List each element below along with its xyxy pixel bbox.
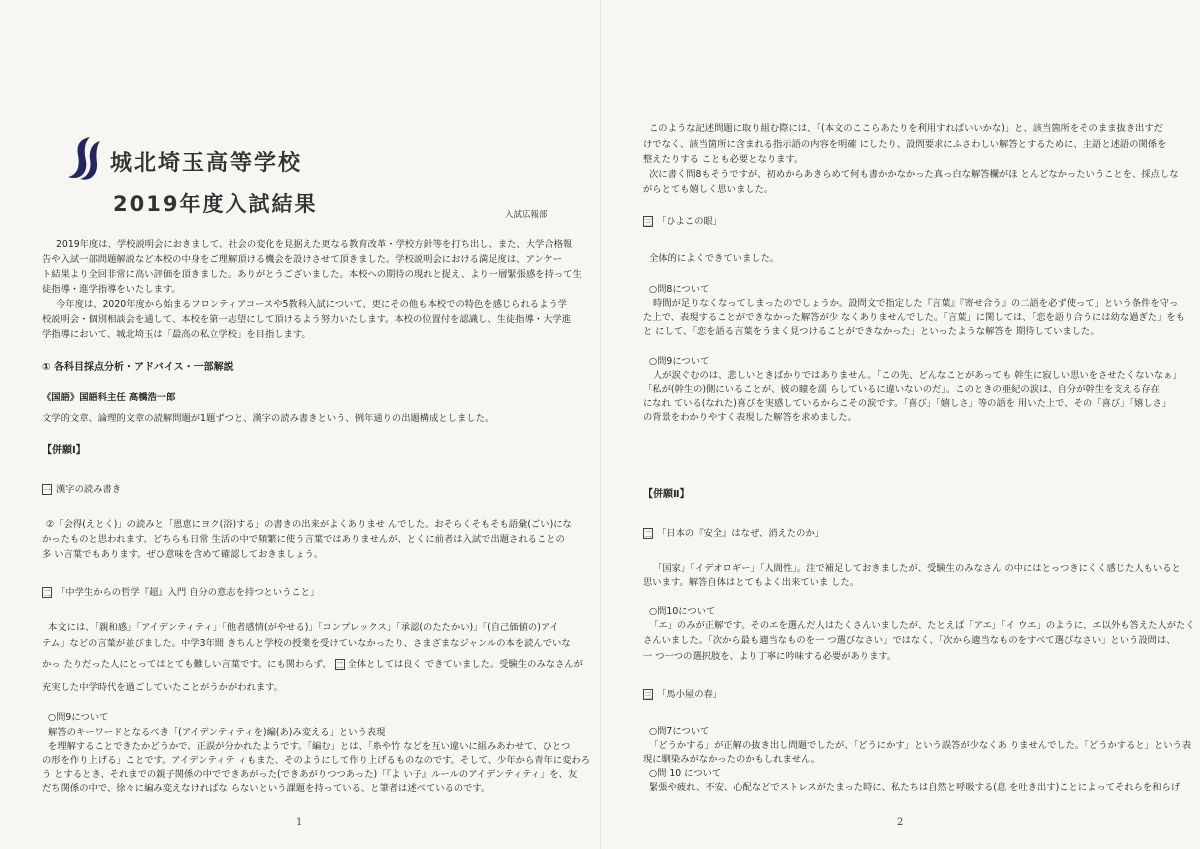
heisho-2-question-1-heading [643, 527, 824, 540]
q2-text-line: かっ たりだった人にとってはとても難しい言葉です。にも関わらず、 二 全体としては良く できていました。受験生のみなさんが [42, 659, 583, 670]
h2q1-subheading: ○問10について [649, 606, 716, 617]
q3-subheading: ○問8について [649, 284, 710, 295]
heisho-2-heading: 【併願Ⅱ】 [643, 489, 690, 500]
q3-text-line: 時間が足りなくなってしまったのでしょうか。設問文で指定した『言葉』『寄せ合う』の二語を必ず使って」という条件を守っ [653, 298, 1179, 309]
h2q2-subheading: ○問7について [649, 726, 710, 737]
question-2-heading [42, 586, 319, 599]
q2-text-line: テム」などの言葉が並びました。中学3年間 きちんと学校の授業を受けていなかったり、さまざまなジャンルの本を読んでいな [42, 638, 571, 649]
q1-text-line: 多 い言葉でもあります。ぜひ意味を含めて確認しておきましょう。 [42, 549, 324, 560]
school-logo [62, 135, 102, 183]
h2q2-text-line: 「どうかする」が正解の抜き出し問題でしたが、「どうにかす」という誤答が少なくあ りませんでした。「どうかすると」という表 [649, 740, 1192, 751]
q2-text-line: 解答のキーワードとなるべき「(アイデンティティを)編(あ)み変える」という表現 [48, 727, 386, 738]
p2-text-line: けでなく、該当箇所に含まれる指示語の内容を明確 にしたり、設問要求にふさわしい解答とするために、主語と述語の関係を [643, 139, 1167, 150]
question-1-title: 漢字の読み書き [56, 484, 122, 495]
q3-text-line: た上で、表現することができなかった解答が少 なくありませんでした。「言葉」に関しては、「恋を語り合うには幼な過ぎた」をも [643, 312, 1185, 323]
p2-text-line: 整えたりする ことも必要となります。 [643, 154, 804, 165]
h2q2-text-line: 現に馴染みがなかったのかもしれません。 [643, 754, 821, 765]
h2q1-text-line: 思います。解答自体はとてもよく出来ていま した。 [643, 577, 860, 588]
heisho-2-question-2-heading [643, 688, 722, 701]
page-right [600, 0, 1200, 849]
h2q2-text-line: 緊張や疲れ、不安、心配などでストレスがたまった時に、私たちは自然と呼吸する(息 を吐き出す)ことによってそれらを和らげ [649, 782, 1181, 793]
q2-text-line: だち関係の中で、徐々に編み変えなければな らないという課題を持っている、と筆者は述べているのです。 [42, 783, 491, 794]
q3-text-line: 人が涙ぐむのは、悲しいときばかりではありません。「この先、どんなことがあっても 幹生に寂しい思いをさせたくないなぁ」 [653, 370, 1182, 381]
q1-text-line: かったものと思われます。どちらも日常 生活の中で頻繁に使う言葉ではありませんが、とくに前者は入試で出題されることの [42, 534, 565, 545]
q1-text-line: ②「会得(えとく)」の読みと「恩恵にヨク(浴)する」の書きの出来がよくありませ んでした。おそらくそもそも語彙(ごい)にな [46, 519, 572, 530]
exam-title: 2019年度入試結果 [113, 192, 318, 216]
intro-line: 校説明会・個別相談会を通して、本校を第一志望にして頂けるよう努力いたします。本校の位置付を認識し、生徒指導・大学進 [42, 314, 571, 325]
school-name: 城北埼玉高等学校 [110, 151, 303, 176]
h2q1-text-line: さんいました。「次から最も適当なものを一 つ選びなさい」ではなく、「次から適当なものをすべて選びなさい」という設問は、 [643, 635, 1176, 646]
intro-line: 今年度は、2020年度から始まるフロンティアコースや5教科入試について、更にその他も本校での特色を感じられるよう学 [56, 299, 567, 310]
heisho-2-question-2-title: 「馬小屋の春」 [657, 689, 723, 700]
page-number: 1 [296, 817, 303, 828]
question-number-box: 一 [43, 486, 51, 495]
subject-description: 文学的文章、論理的文章の読解問題が1題ずつと、漢字の読み書きという、例年通りの出題構成としました。 [42, 413, 495, 424]
h2q2-subheading: ○問 10 について [649, 768, 722, 779]
h2q1-text-line: 「エ」のみが正解です。そのエを選んだ人はたくさんいましたが、たとえば「アエ」「イ ウエ」のように、エ以外も答えた人がたく [649, 620, 1195, 631]
q2-text-line: を理解することできたかどうかで、正誤が分かれたようです。「編む」とは、「糸や竹 などを互い違いに組みあわせて、ひとつ [48, 741, 571, 752]
h2q1-text-line: 一 つ一つの選択肢を、より丁寧に吟味する必要があります。 [643, 651, 897, 662]
question-number-box: 三 [644, 218, 652, 227]
question-1-heading [42, 483, 121, 496]
page-number: 2 [897, 817, 904, 828]
q3-subheading: ○問9について [649, 356, 710, 367]
question-number-box: 二 [43, 589, 51, 598]
q3-text-line: 「私が(幹生の)側にいることが、彼の瞳を濡 らしているに違いないのだ」。このときの亜紀の涙は、自分が幹生を支える存在 [643, 384, 1160, 395]
q2-text-line: の形を作り上げる」ことです。アイデンティテ ィもまた、そのようにして作り上げるものなのです。そして、少年から青年に変わろ [42, 755, 591, 766]
p2-text-line: 次に書く問8もそうですが、初めからあきらめて何も書かかなかった真っ白な解答欄がほ とんどなかったいうことを、採点しな [649, 169, 1179, 180]
q2-subheading: ○問9について [48, 712, 109, 723]
heisho-2-question-1-title: 「日本の『安全』はなぜ、消えたのか」 [657, 528, 825, 539]
p2-text-line: このような記述問題に取り組む際には、「(本文のここらあたりを利用すればいいかな)」と、該当箇所をそのまま抜き出すだ [649, 123, 1163, 134]
section-heading: ① 各科目採点分析・アドバイス・一部解説 [42, 362, 234, 373]
q3-text-line: の背景をわかりやすく表現した解答を求めました。 [643, 412, 857, 423]
heisho-1-heading: 【併願Ⅰ】 [42, 445, 86, 456]
question-2-title: 「中学生からの哲学『超』入門 自分の意志を持つということ」 [56, 587, 320, 598]
intro-line: 告や入試一部問題解説など本校の中身をご理解頂ける機会を設けさせて頂きました。学校説明会における満足度は、アンケー [42, 254, 563, 265]
subject-heading: 《国語》国語科主任 高橋浩一郎 [42, 392, 176, 403]
q3-text-line: になれ ている(なれた)喜びを実感しているからこその涙です。「喜び」「嬉しさ」等の語を 用いた上で、その「喜び」「嬉しさ」 [643, 398, 1172, 409]
intro-line: 学指導において、城北埼玉は「最高の私立学校」を目指します。 [42, 329, 311, 340]
question-number-box: 三 [644, 691, 652, 700]
department-label: 入試広報部 [505, 210, 548, 220]
intro-line: 徒指導・進学指導をいたします。 [42, 284, 181, 295]
q2-text-line: う とするとき、それまでの親子関係の中でできあがった(できあがりつつあった)「『よ い子』ルールのアイデンティティ」を、友 [42, 769, 578, 780]
q2-text-line: 充実した中学時代を過ごしていたことがうかがわれます。 [42, 682, 283, 693]
q3-text-line: と にして、「恋を語る言葉をうまく見つけることができなかった」といったような解答を 期待していました。 [643, 326, 1100, 337]
intro-line: ト結果より全回非常に高い評価を頂きました。ありがとうございました。本校への期待の現れと捉え、より一層緊張感を持って生 [42, 269, 582, 280]
q3-intro: 全体的によくできていました。 [649, 253, 780, 264]
q2-text-line: 本文には、「親和感」「アイデンティティ」「他者感情(がやせる)」「コンプレックス」「承認(のたたかい)」「(自己価値の)アイ [48, 622, 559, 633]
p2-text-line: がらとても嬉しく思いました。 [643, 184, 774, 195]
h2q1-text-line: 「国家」「イデオロギー」「人間性」。注で補足しておきましたが、受験生のみなさん の中にはとっつきにくく感じた人もいると [653, 563, 1181, 574]
question-number-box: 二 [644, 530, 652, 539]
question-3-heading [643, 215, 722, 228]
question-3-title: 「ひよこの眼」 [657, 216, 723, 227]
intro-line: 2019年度は、学校説明会におきまして、社会の変化を見据えた更なる教育改革・学校方針等を打ち出し、また、大学合格報 [56, 239, 573, 250]
question-ref-box: 二 [335, 661, 344, 670]
